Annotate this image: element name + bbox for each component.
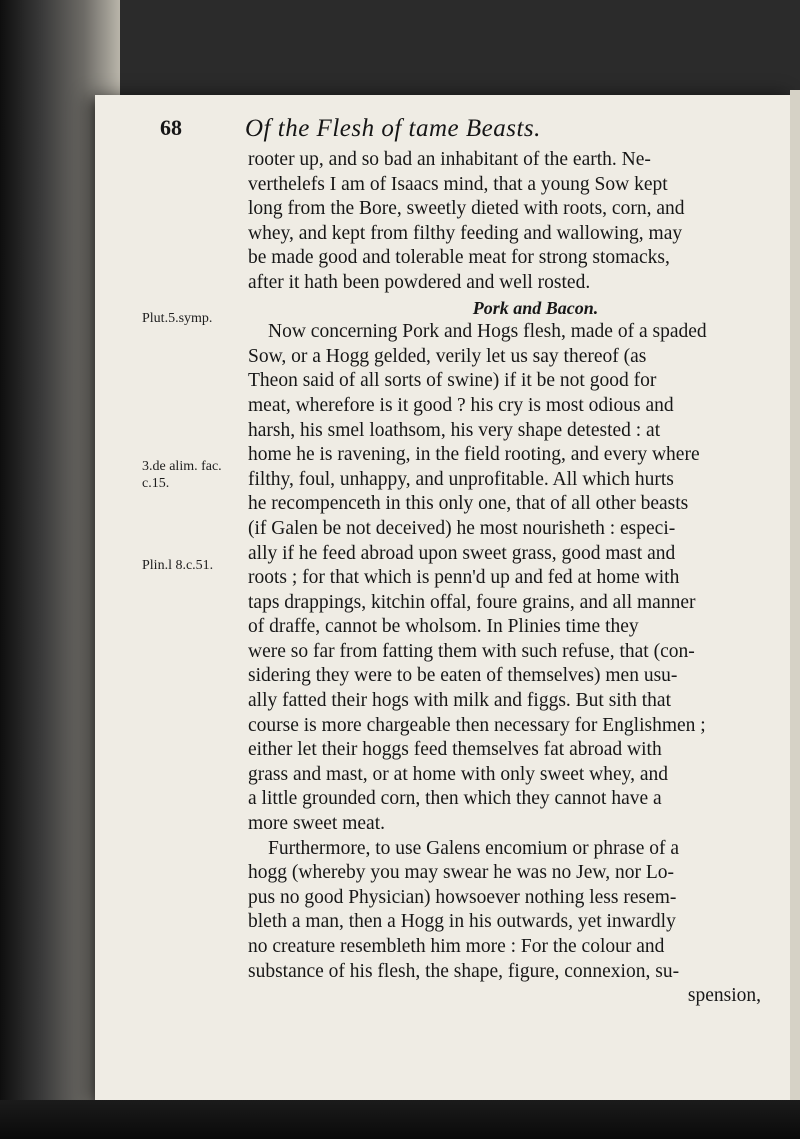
text-line: he recompenceth in this only one, that of all other beasts (248, 493, 689, 515)
scan-bottom-edge (0, 1100, 800, 1139)
text-line: roots ; for that which is penn'd up and fed at home with (248, 567, 680, 589)
text-line: Now concerning Pork and Hogs flesh, made of a spaded (268, 321, 707, 343)
text-line: bleth a man, then a Hogg in his outwards, yet inwardly (248, 911, 676, 933)
text-line: Theon said of all sorts of swine) if it be not good for (248, 370, 657, 392)
running-title: Of the Flesh of tame Beasts. (245, 115, 541, 142)
margin-note-pliny: Plin.l 8.c.51. (142, 558, 214, 573)
body-text (248, 148, 783, 1009)
margin-notes (142, 148, 252, 1048)
page-edge (790, 90, 800, 1100)
text-line: filthy, foul, unhappy, and unprofitable. All which hurts (248, 468, 674, 490)
text-line: of draffe, cannot be wholsom. In Plinies time they (248, 616, 639, 638)
text-line: home he is ravening, in the field rooting, and every where (248, 444, 700, 466)
text-line: grass and mast, or at home with only sweet whey, and (248, 763, 669, 785)
text-line: rooter up, and so bad an inhabitant of the earth. Ne- (248, 149, 651, 170)
text-line: ally if he feed abroad upon sweet grass, good mast and (248, 542, 676, 564)
text-line: more sweet meat. (248, 813, 385, 835)
margin-note-galen-chapter: c.15. (142, 476, 170, 491)
text-line: Sow, or a Hogg gelded, verily let us say thereof (as (248, 345, 647, 367)
text-line: after it hath been powdered and well rosted. (248, 271, 591, 293)
text-line: either let their hoggs feed themselves fat abroad with (248, 739, 662, 761)
text-line: spension, (687, 985, 761, 1007)
margin-note-plutarch: Plut.5.symp. (142, 311, 213, 326)
text-line: were so far from fatting them with such refuse, that (con- (248, 640, 695, 662)
text-line: be made good and tolerable meat for strong stomacks, (248, 247, 670, 269)
text-line: substance of his flesh, the shape, figure, connexion, su- (248, 960, 680, 982)
margin-note-galen-ref: 3.de alim. fac. (142, 459, 222, 474)
text-line: sidering they were to be eaten of themselves) men usu- (248, 665, 678, 687)
text-line: no creature resembleth him more : For the colour and (248, 936, 665, 957)
text-line: (if Galen be not deceived) he most nourisheth : especi- (248, 517, 676, 539)
page-number: 68 (160, 115, 182, 140)
text-line: a little grounded corn, then which they cannot have a (248, 788, 662, 810)
text-line: taps drappings, kitchin offal, foure grains, and all manner (248, 591, 696, 613)
text-line: harsh, his smel loathsom, his very shape detested : at (248, 419, 661, 441)
text-line: course is more chargeable then necessary for Englishmen ; (248, 714, 706, 736)
text-line: pus no good Physician) howsoever nothing less resem- (248, 886, 677, 908)
text-line: meat, wherefore is it good ? his cry is most odious and (248, 394, 674, 416)
margin-note-galen (142, 458, 222, 492)
section-heading: Pork and Bacon. (472, 297, 599, 318)
text-line: Furthermore, to use Galens encomium or phrase of a (268, 837, 680, 859)
text-line: verthelefs I am of Isaacs mind, that a young Sow kept (248, 173, 668, 195)
text-line: ally fatted their hogs with milk and figgs. But sith that (248, 690, 671, 712)
text-line: whey, and kept from filthy feeding and wallowing, may (248, 222, 683, 244)
text-line: hogg (whereby you may swear he was no Jew, nor Lo- (248, 862, 674, 884)
text-line: long from the Bore, sweetly dieted with roots, corn, and (248, 198, 685, 220)
